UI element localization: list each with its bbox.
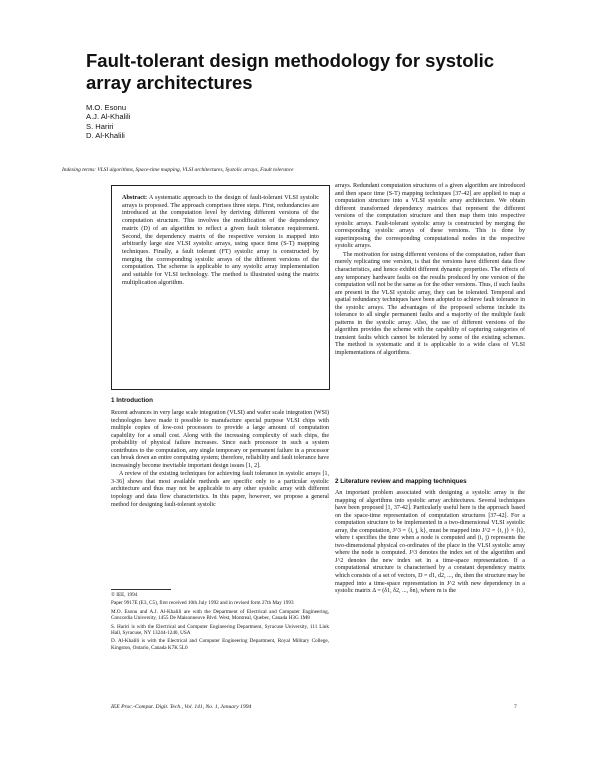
indexing-terms: Indexing terms: VLSI algorithms, Space-time mapping, VLSI architectures, Systolic arrays, Fault tolerance: [62, 167, 294, 173]
footnotes: [111, 592, 329, 653]
footnote: M.O. Esonu and A.J. Al-Khalili are with the Department of Electrical and Computer Engineering, Concordia University, 1455 De Maisonneuve Blvd. West, Montreal, Quebec, Canada H3G 1M8: [111, 608, 329, 622]
author-name: S. Hariri: [86, 121, 114, 131]
abstract-paragraph: [122, 194, 319, 287]
right-column-body: [335, 183, 525, 358]
author-name: D. Al-Khalili: [86, 131, 125, 141]
footnote: Paper 9917E (E3, C5), first received 10th July 1992 and in revised form 27th May 1993: [111, 600, 294, 607]
abstract-text: A systematic approach to the design of fault-tolerant VLSI systolic arrays is proposed. The approach comprises three steps. First, redundancies are introduced at the computation level by deriving different versions of the computation structure. This involves the modification of the dependency matrix (D) of an algorithm to reflect a given fault tolerance requirement. Second, the dependency matrix of the respective version is mapped into arbitrarily large size VLSI systolic arrays, using space time (S-T) mapping techniques. Finally, a fault tolerant (FT) systolic array is constructed by merging the corresponding systolic arrays of the different versions of the computation. The scheme is applicable to any systolic array implementation and suitable for VLSI technology. The method is illustrated using the matrix multiplication algorithm.: [122, 194, 319, 286]
author-name: M.O. Esonu: [86, 103, 127, 112]
abstract-box: [111, 185, 330, 390]
body-paragraph: A review of the existing techniques for achieving fault tolerance in systolic arrays [1, 3-36] shows that most available methods are specific only to a particular systolic architecture and thus may not be applicable to any other systolic array with different topology and data flow characteristics. In this paper, however, we propose a general method for designing fault-tolerant systolic: [111, 471, 329, 508]
body-paragraph: An important problem associated with designing a systolic array is the mapping of algorithms into systolic array architectures. Several techniques have been proposed [1, 37-42]. Particularly useful here is the approach based on the space-time representation of computation structures [37-42]. For a computation structure to be implemented in a two-dimensional VLSI systolic array, the computation, J^3 = {i, j, k}, must be mapped into J^2 = {i, j} × {t}, where t specifies the time when a node is computed and (i, j) represents the two-dimensional physical co-ordinates of the place in the VLSI systolic array where the node is computed. J^3 denotes the index set of the algorithm and J^2 denotes the new index set in a time-space representation. If a computational structure is characterised by a constant dependency matrix which consists of a set of vectors, D = d1, d2, ..., dn, then the structure may be mapped into a time-space representation in J^2 with new dependency in a systolic matrix Δ = (δ1, δ2, ..., δn), where m is the: [335, 490, 525, 595]
body-paragraph: Recent advances in very large scale integration (VLSI) and wafer scale integration (WSI) technologies have made it possible to manufacture special purpose VLSI chips with multiple copies of low-cost processors to provide a large amount of computation capability for a small cost. Along with the increasing complexity of such chips, the probability of physical failure increases. Since each processor in such a system contributes to the computation, any single temporary or permanent failure in a processor can break down an entire computing system; therefore, reliability and fault tolerance have increasingly become inevitable important design issues [1, 2].: [111, 410, 329, 469]
section-1-heading: 1 Introduction: [111, 397, 153, 404]
footnote: D. Al-Khalili is with the Electrical and Computer Engineering Department, Royal Military College, Kingston, Ontario, Canada K7K 5L0: [111, 638, 329, 651]
page-number: 7: [514, 704, 517, 710]
abstract-label: Abstract:: [122, 194, 148, 201]
section-2-body: [335, 490, 525, 596]
footnote: © IEE, 1994: [111, 592, 138, 598]
footnote: S. Hariri is with the Electrical and Computer Engineering Department, Syracuse University, 111 Link Hall, Syracuse, NY 13244-1240, USA: [111, 623, 329, 637]
body-paragraph: The motivation for using different versions of the computation, rather than merely replicating one version, is that the versions have different data flow characteristics, and hence exhibit different dynamic properties. The effects of any temporary hardware faults on the results produced by one version of the computation will not be the same as for the other versions. Thus, if such faults are present in the VLSI systolic array, they can be tolerated. Temporal and spatial redundancy techniques have been adopted to achieve fault tolerance in the systolic arrays. The advantages of the proposed scheme include its tolerance to all single permanent faults and a majority of the multiple fault patterns in the systolic array. Also, the use of different versions of the algorithm provides the scheme with the capability of capturing categories of transient faults which cannot be tolerated by some of the existing schemes. The method is systematic and it is applicable to a wide class of VLSI implementations of algorithms.: [335, 251, 525, 357]
section-2-heading: 2 Literature review and mapping techniques: [335, 478, 467, 485]
journal-footer: IEE Proc.-Comput. Digit. Tech., Vol. 141, No. 1, January 1994: [111, 704, 252, 710]
footnote-rule: [111, 589, 171, 590]
body-paragraph: arrays. Redundant computation structures of a given algorithm are introduced and then space time (S-T) mapping techniques [37-42] are applied to map a computation structure into a VLSI systolic array architecture. We obtain different transformed dependency matrices that represent the different versions of the computation structure and then map them into respective systolic arrays. Fault-tolerant systolic array is constructed by merging the corresponding systolic arrays of these versions. This is done by superimposing the corresponding computational nodes in the respective systolic arrays.: [335, 183, 525, 250]
paper-title: Fault-tolerant design methodology for systolic array architectures: [86, 50, 495, 93]
author-name: A.J. Al-Khalili: [86, 112, 131, 122]
author-list: [86, 103, 286, 141]
left-column-body: [111, 410, 329, 509]
